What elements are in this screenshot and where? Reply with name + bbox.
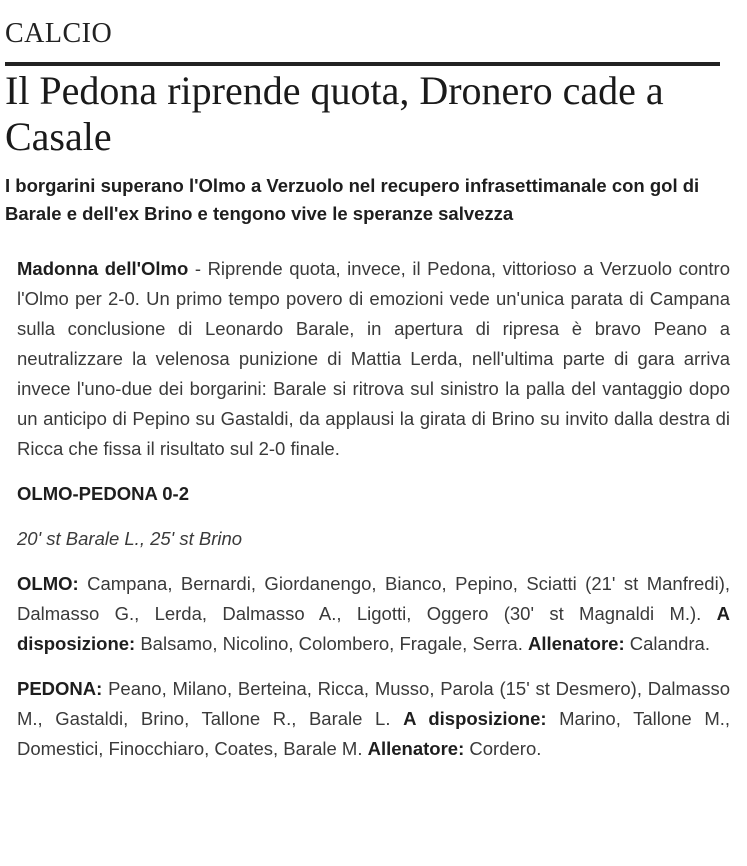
- bench-label-olmo: A disposizione:: [17, 603, 730, 654]
- section-divider: [5, 62, 720, 66]
- team-label-olmo: OLMO:: [17, 573, 79, 594]
- lead-paragraph: [17, 254, 730, 464]
- players-pedona: Peano, Milano, Berteina, Ricca, Musso, Parola (15' st Desmero), Dalmasso M., Gastaldi, Brino, Tallone R., Barale L.: [17, 678, 730, 729]
- coach-olmo: Calandra.: [624, 633, 710, 654]
- lineup-pedona: [17, 674, 730, 764]
- coach-pedona: Cordero.: [464, 738, 542, 759]
- team-label-pedona: PEDONA:: [17, 678, 103, 699]
- match-scorers: 20' st Barale L., 25' st Brino: [17, 528, 243, 549]
- article-body: [17, 254, 730, 779]
- section-label: CALCIO: [5, 18, 113, 49]
- players-olmo: Campana, Bernardi, Giordanengo, Bianco, Pepino, Sciatti (21' st Manfredi), Dalmasso G., Lerda, Dalmasso A., Ligotti, Oggero (30' st Magnaldi M.).: [17, 573, 730, 624]
- lineup-olmo: [17, 569, 730, 659]
- bench-olmo: Balsamo, Nicolino, Colombero, Fragale, Serra.: [135, 633, 528, 654]
- bench-pedona: Marino, Tallone M., Domestici, Finocchiaro, Coates, Barale M.: [17, 708, 731, 759]
- article-headline: Il Pedona riprende quota, Dronero cade a Casale: [5, 68, 664, 159]
- lead-text: - Riprende quota, invece, il Pedona, vittorioso a Verzuolo contro l'Olmo per 2-0. Un primo tempo povero di emozioni vede un'unica parata di Campana sulla conclusione di Leonardo Barale, in apertura di ripresa è bravo Peano a neutralizzare la velenosa punizione di Mattia Lerda, nell'ultima parte di gara arriva invece l'uno-due dei borgarini: Barale si ritrova sul sinistro la palla del vantaggio dopo un anticipo di Pepino su Gastaldi, da applausi la girata di Brino su invito dalla destra di Ricca che fissa il risultato sul 2-0 finale.: [17, 258, 730, 459]
- bench-label-pedona: A disposizione:: [403, 708, 547, 729]
- dateline: Madonna dell'Olmo: [17, 258, 189, 279]
- coach-label-olmo: Allenatore:: [527, 633, 625, 654]
- coach-label-pedona: Allenatore:: [367, 738, 465, 759]
- article-subheadline: I borgarini superano l'Olmo a Verzuolo nel recupero infrasettimanale con gol di Barale e dell'ex Brino e tengono vive le speranze salvezza: [5, 175, 700, 224]
- match-score: OLMO-PEDONA 0-2: [17, 483, 189, 504]
